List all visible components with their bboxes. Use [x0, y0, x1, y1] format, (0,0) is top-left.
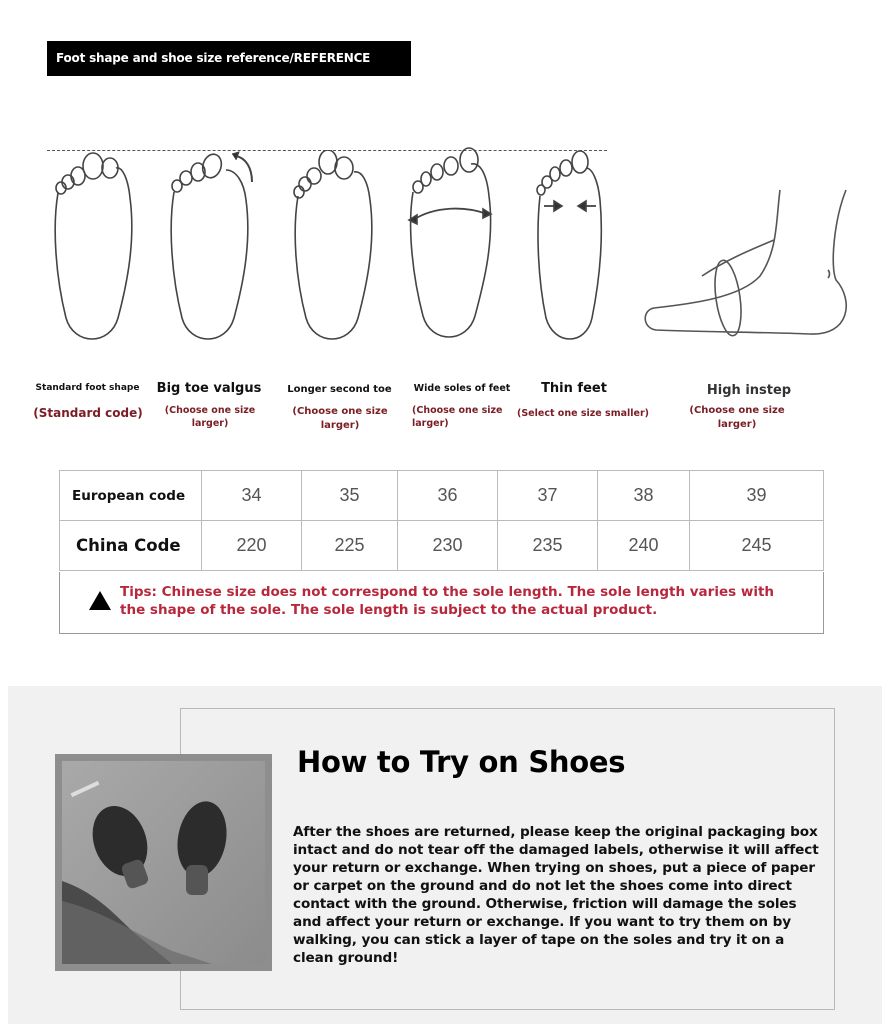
foot-label-standard: Standard foot shape — [35, 383, 140, 393]
foot-note-standard: (Standard code) — [33, 406, 143, 420]
china-size-cell: 245 — [690, 521, 824, 571]
table-row — [60, 521, 824, 571]
foot-note-wide-soles: (Choose one size larger) — [412, 405, 503, 429]
china-size-cell: 235 — [498, 521, 598, 571]
foot-note-thin-feet: (Select one size smaller) — [517, 408, 649, 419]
tips-text: Tips: Chinese size does not correspond to the sole length. The sole length varies with the shape of the sole. The sole length is subject to the actual product. — [120, 584, 775, 618]
section-header — [47, 41, 411, 76]
china-size-cell: 230 — [398, 521, 498, 571]
tips-box — [59, 572, 824, 634]
warning-triangle-icon — [89, 591, 111, 610]
european-size-cell: 39 — [690, 471, 824, 521]
foot-outline-icon — [48, 148, 138, 348]
size-table — [59, 470, 824, 571]
china-code-label: China Code — [60, 521, 202, 571]
section-title: Foot shape and shoe size reference/REFERENCE — [56, 51, 371, 65]
foot-label-thin-feet: Thin feet — [541, 381, 607, 396]
european-size-cell: 38 — [598, 471, 690, 521]
china-size-cell: 240 — [598, 521, 690, 571]
foot-illustrations — [0, 140, 882, 350]
european-code-label: European code — [60, 471, 202, 521]
china-size-cell: 220 — [202, 521, 302, 571]
foot-outline-icon — [162, 144, 262, 348]
foot-outline-icon — [530, 150, 610, 348]
how-to-body: After the shoes are returned, please keep the original packaging box intact and do not tear off the damaged labels, otherwise it will affect your return or exchange. When trying on shoes, put a piece of paper or carpet on the ground and do not let the shoes come into direct contact with the ground. Otherwise, friction will damage the soles and affect your return or exchange. If you want to try them on by walking, you can stick a layer of tape on the soles and try it on a clean ground! — [293, 824, 819, 966]
foot-note-big-toe-valgus: (Choose one size larger) — [164, 405, 256, 429]
foot-outline-icon — [640, 180, 855, 340]
foot-label-big-toe-valgus: Big toe valgus — [156, 381, 262, 396]
european-size-cell: 36 — [398, 471, 498, 521]
european-size-cell: 34 — [202, 471, 302, 521]
foot-outline-icon — [288, 150, 378, 348]
foot-label-longer-second-toe: Longer second toe — [287, 384, 392, 395]
shoe-photo — [55, 754, 272, 971]
china-size-cell: 225 — [302, 521, 398, 571]
table-row — [60, 471, 824, 521]
foot-label-wide-soles: Wide soles of feet — [413, 383, 511, 394]
shoe-photo-image — [62, 761, 265, 964]
european-size-cell: 37 — [498, 471, 598, 521]
foot-outline-icon — [405, 146, 495, 346]
how-to-title: How to Try on Shoes — [297, 745, 626, 779]
foot-note-longer-second-toe: (Choose one size larger) — [292, 406, 388, 431]
foot-note-high-instep: (Choose one size larger) — [689, 405, 785, 430]
foot-label-high-instep: High instep — [706, 383, 792, 398]
european-size-cell: 35 — [302, 471, 398, 521]
